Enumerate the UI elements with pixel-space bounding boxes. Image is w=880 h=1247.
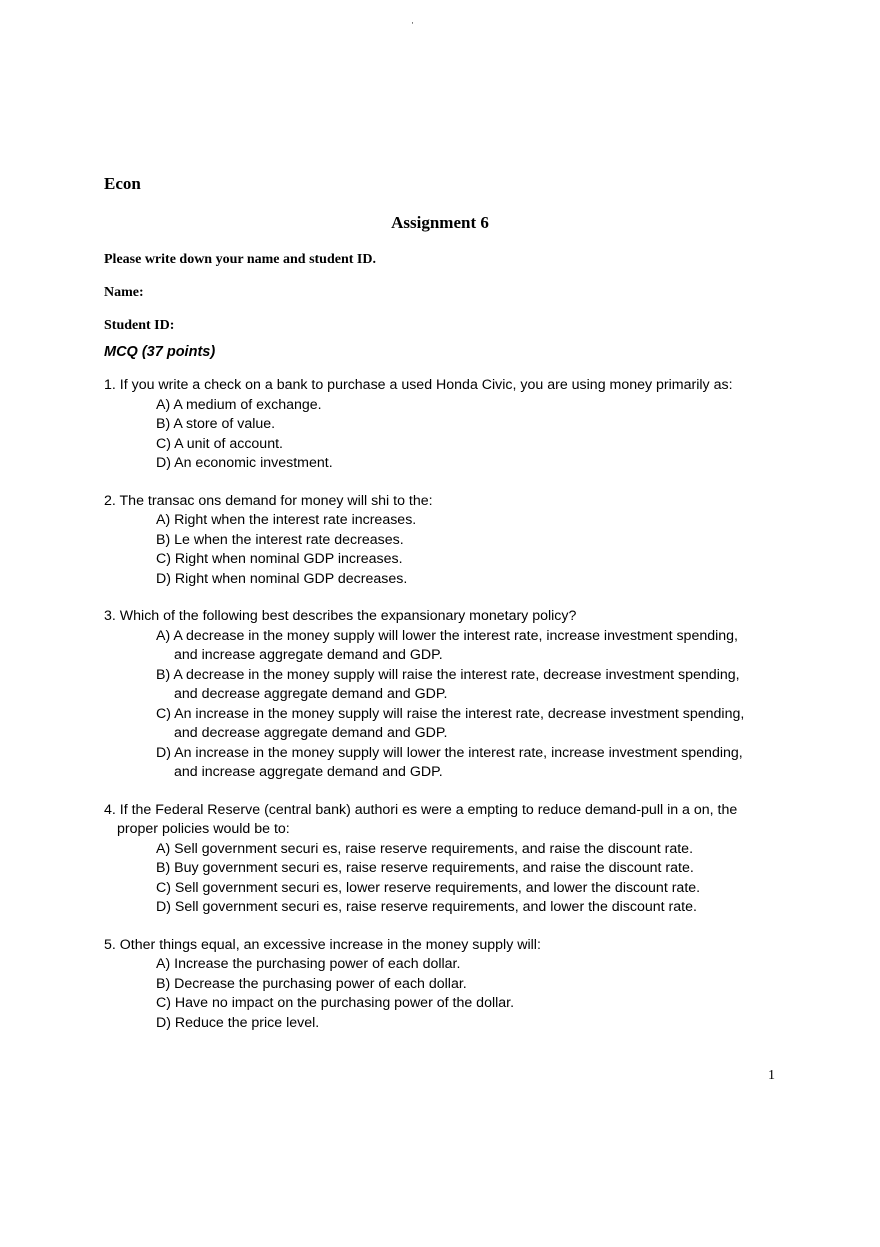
answer-option: A) Right when the interest rate increases. (156, 512, 417, 528)
answer-option: C) Sell government securi es, lower reserve requirements, and lower the discount rate. (156, 879, 701, 896)
header-mark: · (411, 18, 414, 28)
page-number: 1 (768, 1068, 775, 1083)
assignment-title-text: Assignment 6 (391, 213, 489, 232)
answer-option: and decrease aggregate demand and GDP. (174, 725, 448, 741)
question-stem: proper policies would be to: (117, 821, 290, 837)
answer-option: C) A unit of account. (156, 435, 283, 452)
answer-option: D) Sell government securi es, raise reserve requirements, and lower the discount rate. (156, 899, 697, 915)
assignment-title (0, 213, 880, 233)
question-3 (104, 607, 784, 783)
answer-option: B) A decrease in the money supply will raise the interest rate, decrease investment spending, (156, 666, 740, 683)
question-1 (104, 376, 784, 474)
answer-option: C) Right when nominal GDP increases. (156, 551, 403, 567)
answer-option: D) An increase in the money supply will lower the interest rate, increase investment spending, (156, 744, 743, 761)
question-stem: 2. The transac ons demand for money will shi to the: (104, 492, 433, 509)
question-stem: 4. If the Federal Reserve (central bank) authori es were a empting to reduce demand-pull in a on, the (104, 801, 738, 818)
answer-option: A) Sell government securi es, raise reserve requirements, and raise the discount rate. (156, 840, 694, 857)
answer-option: B) A store of value. (156, 416, 276, 432)
answer-option: B) Buy government securi es, raise reserve requirements, and raise the discount rate. (156, 860, 694, 876)
question-stem: 3. Which of the following best describes the expansionary monetary policy? (104, 608, 577, 624)
answer-option: D) Right when nominal GDP decreases. (156, 570, 408, 587)
answer-option: A) Increase the purchasing power of each dollar. (156, 956, 461, 972)
question-4 (104, 801, 784, 918)
question-stem: 1. If you write a check on a bank to purchase a used Honda Civic, you are using money primarily as: (104, 377, 733, 393)
question-list (104, 376, 784, 1051)
instructions: Please write down your name and student ID. (104, 252, 376, 267)
answer-option: A) A medium of exchange. (156, 396, 322, 413)
answer-option: C) Have no impact on the purchasing power of the dollar. (156, 995, 515, 1011)
question-5 (104, 936, 784, 1034)
answer-option: and increase aggregate demand and GDP. (174, 764, 443, 780)
question-stem: 5. Other things equal, an excessive increase in the money supply will: (104, 936, 541, 953)
answer-option: and increase aggregate demand and GDP. (174, 647, 443, 663)
student-id-label: Student ID: (104, 318, 175, 333)
answer-option: D) Reduce the price level. (156, 1014, 320, 1031)
answer-option: B) Le when the interest rate decreases. (156, 531, 404, 548)
name-label: Name: (104, 285, 144, 300)
course-name: Econ (104, 174, 141, 193)
answer-option: B) Decrease the purchasing power of each dollar. (156, 975, 467, 992)
answer-option: D) An economic investment. (156, 455, 333, 471)
answer-option: C) An increase in the money supply will raise the interest rate, decrease investment spending, (156, 705, 745, 722)
answer-option: A) A decrease in the money supply will lower the interest rate, increase investment spending, (156, 627, 738, 644)
question-2 (104, 492, 784, 590)
section-heading: MCQ (37 points) (104, 344, 216, 360)
answer-option: and decrease aggregate demand and GDP. (174, 686, 448, 702)
